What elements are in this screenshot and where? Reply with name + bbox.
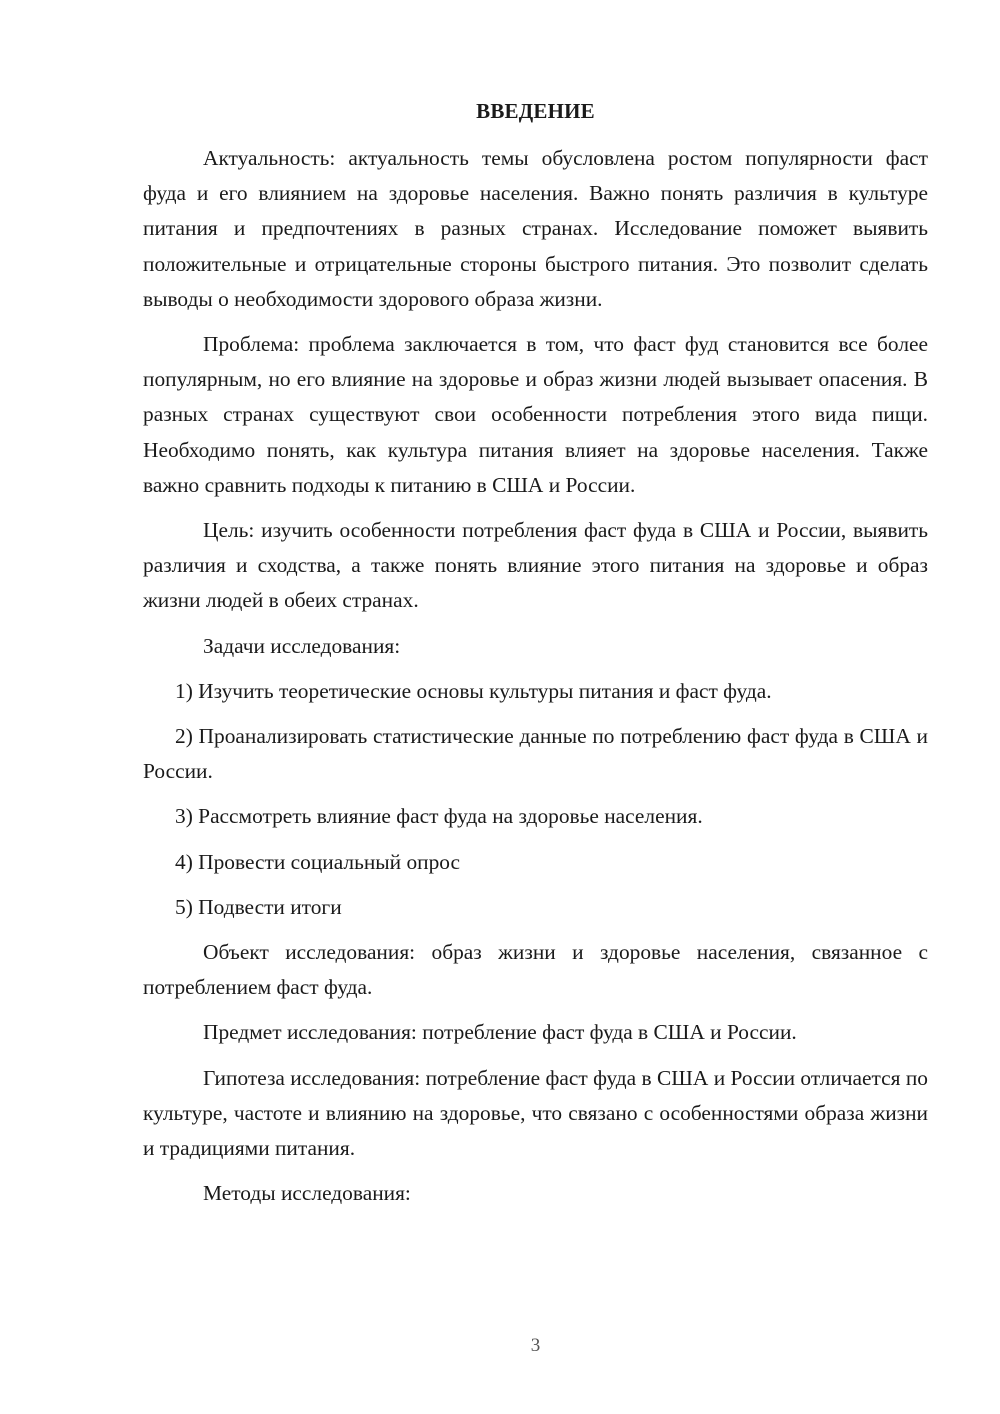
- page-number: 3: [530, 1335, 541, 1356]
- task-item-5: 5) Подвести итоги: [175, 894, 342, 919]
- task-item-2: 2) Проанализировать статистические данные по потреблению фаст фуда в США и России.: [143, 724, 928, 784]
- paragraph-actuality: Актуальность: актуальность темы обусловлена ростом популярности фаст фуда и его влиянием на здоровье населения. Важно понять различия в культуре питания и предпочтениях в разных странах. Исследование поможет выявить положительные и отрицательные стороны быстрого питания. Это позволит сделать выводы о необходимости здорового образа жизни.: [143, 146, 928, 311]
- paragraph-object: Объект исследования: образ жизни и здоровье населения, связанное с потреблением фаст фуда.: [143, 940, 928, 1000]
- body-text: [143, 141, 928, 1221]
- task-item-4: 4) Провести социальный опрос: [175, 849, 461, 874]
- methods-heading: Методы исследования:: [203, 1181, 411, 1206]
- task-item-3: 3) Рассмотреть влияние фаст фуда на здоровье населения.: [175, 804, 703, 829]
- document-page: [143, 0, 928, 1414]
- paragraph-hypothesis: Гипотеза исследования: потребление фаст фуда в США и России отличается по культуре, частоте и влиянию на здоровье, что связано с особенностями образа жизни и традициями питания.: [143, 1065, 928, 1161]
- task-item-1: 1) Изучить теоретические основы культуры питания и фаст фуда.: [175, 678, 772, 703]
- paragraph-problem: Проблема: проблема заключается в том, что фаст фуд становится все более популярным, но его влияние на здоровье и образ жизни людей вызывает опасения. В разных странах существуют свои особенности потребления этого вида пищи. Необходимо понять, как культура питания влияет на здоровье населения. Также важно сравнить подходы к питанию в США и России.: [143, 332, 928, 497]
- paragraph-goal: Цель: изучить особенности потребления фаст фуда в США и России, выявить различия и сходства, а также понять влияние этого питания на здоровье и образ жизни людей в обеих странах.: [143, 518, 928, 613]
- paragraph-subject: Предмет исследования: потребление фаст фуда в США и России.: [203, 1020, 797, 1045]
- tasks-heading: Задачи исследования:: [203, 633, 401, 658]
- page-title: ВВЕДЕНИЕ: [476, 99, 595, 123]
